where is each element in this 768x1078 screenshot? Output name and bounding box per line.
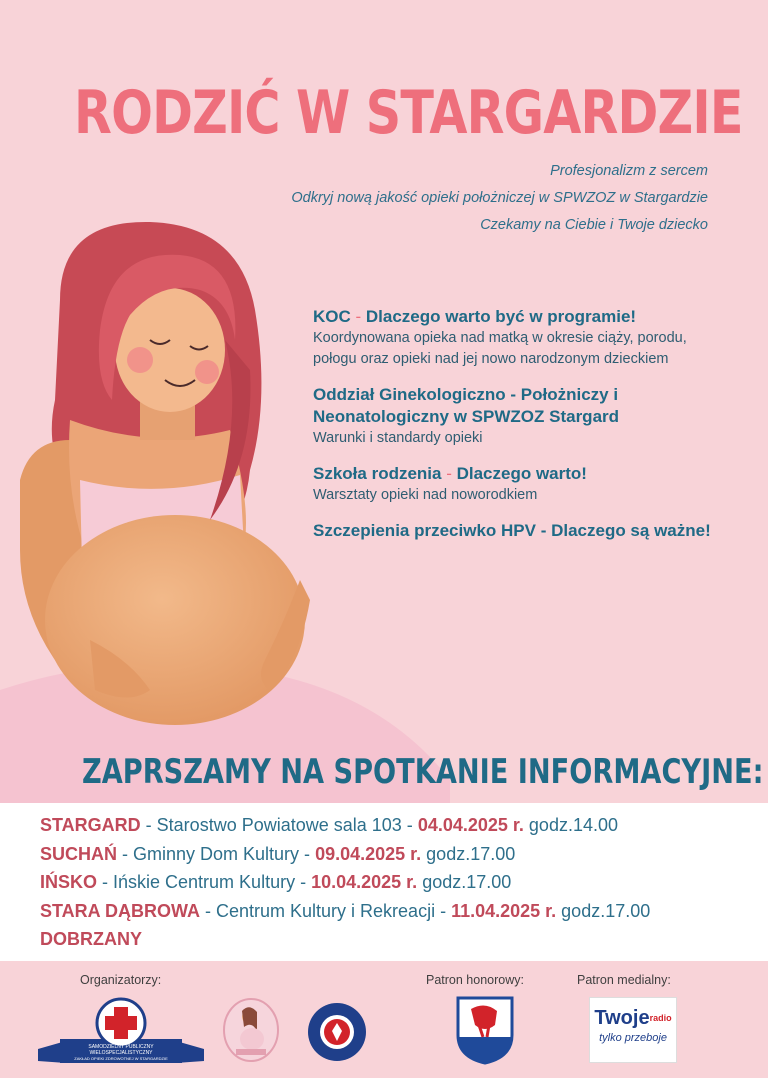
event-row: IŃSKO - Ińskie Centrum Kultury - 10.04.2025 r. godz.17.00 — [40, 872, 512, 892]
subtitle-line: Odkryj nową jakość opieki położniczej w SPWZOZ w Stargardzie — [291, 190, 708, 206]
event-row: STARGARD - Starostwo Powiatowe sala 103 - 04.04.2025 r. godz.14.00 — [40, 815, 618, 835]
svg-text:SAMODZIELNY PUBLICZNY: SAMODZIELNY PUBLICZNY — [88, 1044, 154, 1050]
svg-text:WIELOSPECJALISTYCZNY: WIELOSPECJALISTYCZNY — [89, 1050, 153, 1056]
info-heading: Oddział Ginekologiczno - Położniczy i Neonatologiczny w SPWZOZ Stargard — [313, 385, 620, 426]
info-section — [313, 306, 733, 556]
organizers-label: Organizatorzy: — [80, 973, 162, 987]
twoje-radio-logo: Twoje$^{radio}$ tylko przeboje — [589, 997, 677, 1063]
info-block-ward — [313, 384, 733, 449]
info-heading: KOC - Dlaczego warto być w programie! — [313, 307, 637, 326]
svg-text:ZAKŁAD OPIEKI ZDROWOTNEJ W STA: ZAKŁAD OPIEKI ZDROWOTNEJ W STARGARDZIE — [74, 1056, 168, 1061]
events-list — [0, 803, 768, 961]
subtitle-line: Czekamy na Ciebie i Twoje dziecko — [480, 217, 708, 233]
event-row: DOBRZANY — [40, 929, 142, 949]
coat-of-arms-logo — [455, 995, 515, 1065]
spwzoz-logo — [36, 997, 206, 1069]
subtitle-line: Profesjonalizm z sercem — [550, 163, 708, 179]
media-patron-label: Patron medialny: — [577, 973, 671, 987]
info-description: Koordynowana opieka nad matką w okresie ciąży, porodu, połogu oraz opieki nad jej nowo narodzonym dzieckiem — [313, 330, 687, 367]
info-block-hpv — [313, 520, 733, 542]
page-title: RODZIĆ W STARGARDZIE — [74, 78, 743, 148]
invite-heading: ZAPRSZAMY NA SPOTKANIE INFORMACYJNE: — [82, 752, 764, 792]
info-block-koc — [313, 306, 733, 370]
event-row: SUCHAŃ - Gminny Dom Kultury - 09.04.2025 r. godz.17.00 — [40, 843, 516, 864]
info-description: Warsztaty opieki nad noworodkiem — [313, 487, 538, 503]
info-description: Warunki i standardy opieki — [313, 430, 483, 446]
footer — [0, 961, 768, 1078]
info-heading: Szczepienia przeciwko HPV - Dlaczego są ważne! — [313, 521, 711, 540]
info-heading: Szkoła rodzenia - Dlaczego warto! — [313, 464, 587, 483]
info-block-school — [313, 463, 733, 506]
birth-school-logo — [222, 997, 280, 1063]
event-row: STARA DĄBROWA - Centrum Kultury i Rekreacji - 11.04.2025 r. godz.17.00 — [40, 900, 651, 921]
sanepid-logo — [306, 1001, 368, 1063]
honorary-patron-label: Patron honorowy: — [426, 973, 524, 987]
